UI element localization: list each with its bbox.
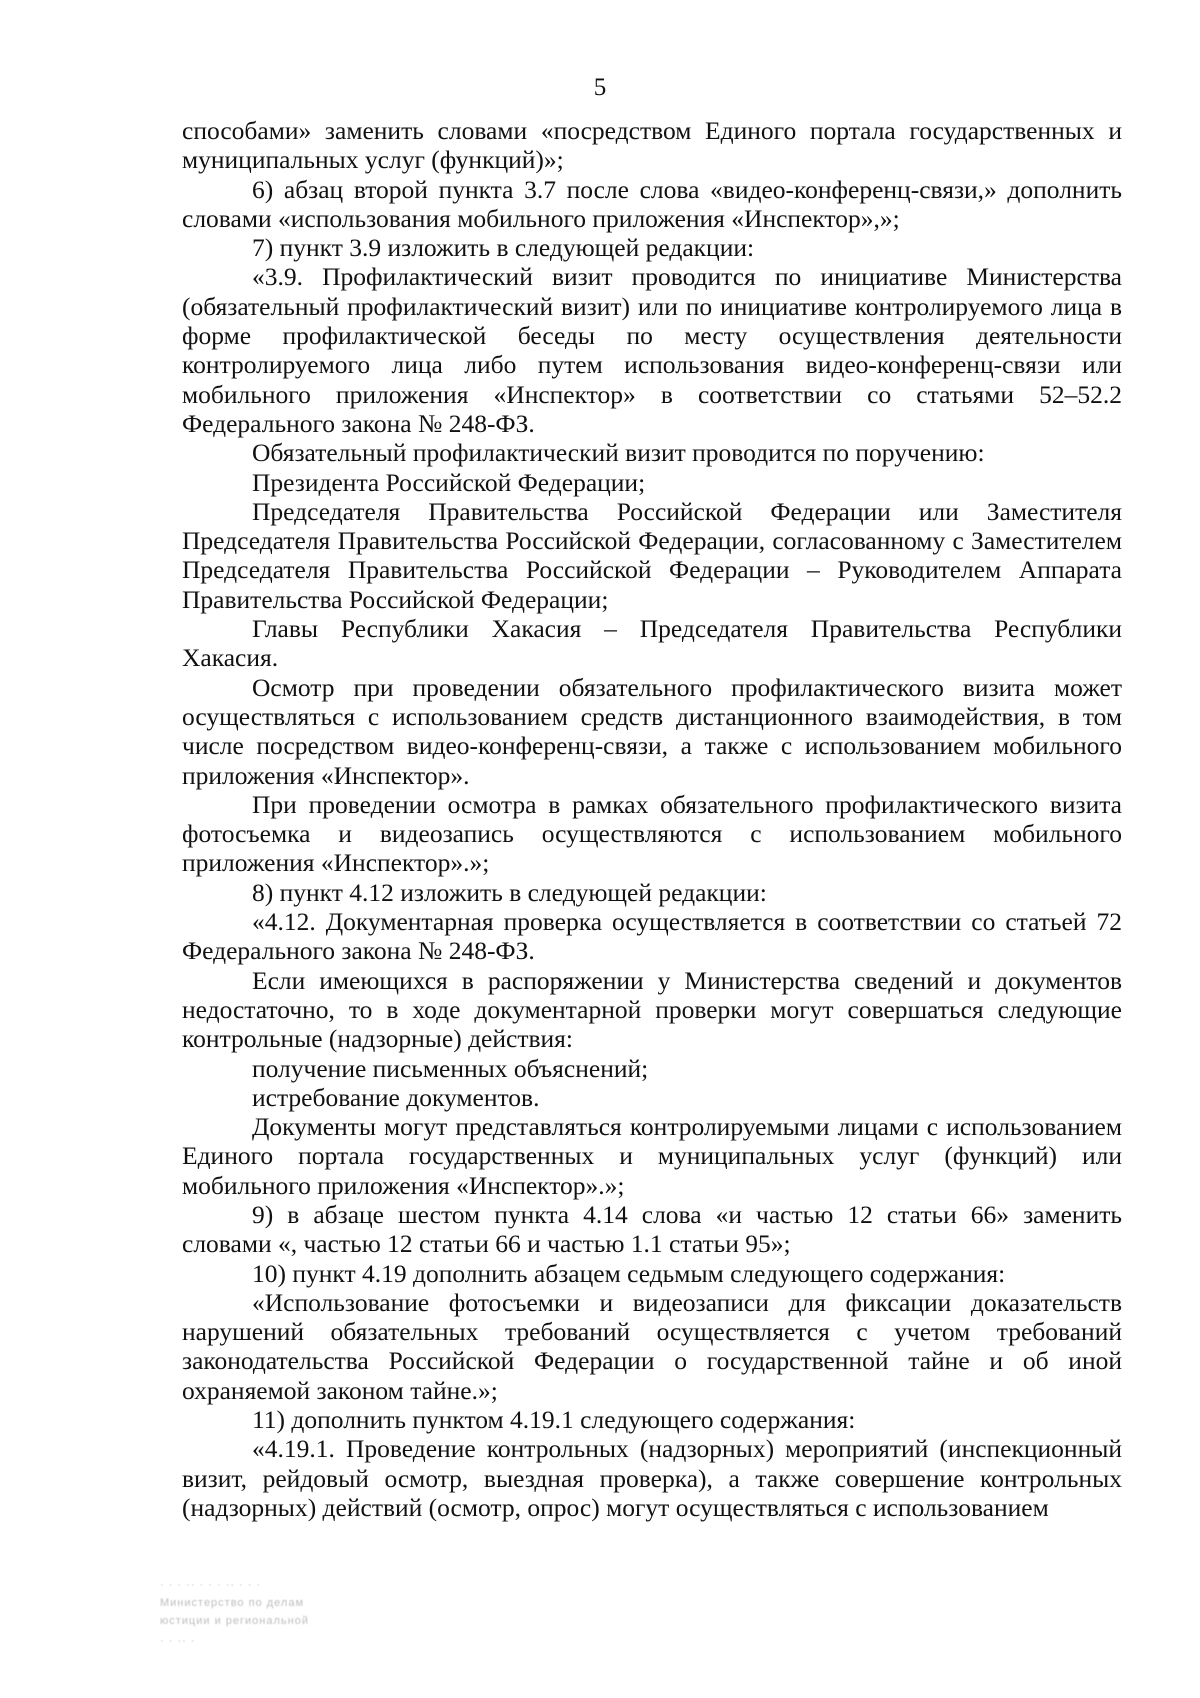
paragraph: «4.12. Документарная проверка осуществляется в соответствии со статьей 72 Федерального закона № 248-ФЗ.: [182, 907, 1122, 966]
stamp-line: юстиции и региональной: [160, 1615, 309, 1627]
stamp-line: · · · ·· · · · ·· · · ·: [160, 1579, 262, 1591]
paragraph: 11) дополнить пунктом 4.19.1 следующего содержания:: [252, 1405, 856, 1435]
document-body: [182, 116, 1122, 1522]
paragraph: Документы могут представляться контролируемыми лицами с использованием Единого портала государственных и муниципальных услуг (функций) или мобильного приложения «Инспектор».»;: [182, 1112, 1122, 1200]
faded-stamp: [160, 1575, 380, 1670]
paragraph: «4.19.1. Проведение контрольных (надзорных) мероприятий (инспекционный визит, рейдовый осмотр, выездная проверка), а также совершение контрольных (надзорных) действий (осмотр, опрос) могут осуществляться с использованием: [182, 1434, 1122, 1522]
paragraph: 7) пункт 3.9 изложить в следующей редакции:: [252, 233, 755, 263]
paragraph: 6) абзац второй пункта 3.7 после слова «видео-конференц-связи,» дополнить словами «использования мобильного приложения «Инспектор»,»;: [182, 174, 1122, 233]
paragraph: Осмотр при проведении обязательного профилактического визита может осуществляться с использованием средств дистанционного взаимодействия, в том числе посредством видео-конференц-связи, а также с использованием мобильного приложения «Инспектор».: [182, 672, 1122, 790]
paragraph: Председателя Правительства Российской Федерации или Заместителя Председателя Правительства Российской Федерации, согласованному с Заместителем Председателя Правительства Российской Федерации – Руководителем Аппарата Правительства Российской Федерации;: [182, 496, 1122, 614]
paragraph: способами» заменить словами «посредством Единого портала государственных и муниципальных услуг (функций)»;: [182, 116, 1122, 175]
paragraph: 9) в абзаце шестом пункта 4.14 слова «и частью 12 статьи 66» заменить словами «, частью 12 статьи 66 и частью 1.1 статьи 95»;: [182, 1199, 1122, 1259]
paragraph: «Использование фотосъемки и видеозаписи для фиксации доказательств нарушений обязательных требований осуществляется с учетом требований законодательства Российской Федерации о государственной тайне и об иной охраняемой законом тайне.»;: [182, 1287, 1122, 1405]
paragraph: Президента Российской Федерации;: [252, 467, 646, 497]
page-number: 5: [593, 74, 607, 101]
paragraph: При проведении осмотра в рамках обязательного профилактического визита фотосъемка и видеозапись осуществляются с использованием мобильного приложения «Инспектор».»;: [182, 789, 1122, 878]
paragraph: «3.9. Профилактический визит проводится по инициативе Министерства (обязательный профилактический визит) или по инициативе контролируемого лица в форме профилактической беседы по месту осуществления деятельности контролируемого лица либо путем использования видео-конференц-связи или мобильного приложения «Инспектор» в соответствии со статьями 52–52.2 Федерального закона № 248-ФЗ.: [182, 262, 1122, 438]
paragraph: Обязательный профилактический визит проводится по поручению:: [252, 438, 985, 468]
paragraph: Главы Республики Хакасия – Председателя Правительства Республики Хакасия.: [182, 614, 1122, 673]
stamp-line: Министерство по делам: [160, 1597, 305, 1609]
paragraph: 8) пункт 4.12 изложить в следующей редакции:: [252, 877, 767, 907]
paragraph: получение письменных объяснений;: [252, 1053, 649, 1083]
paragraph: 10) пункт 4.19 дополнить абзацем седьмым следующего содержания:: [252, 1258, 1006, 1288]
paragraph: истребование документов.: [252, 1082, 540, 1112]
stamp-line: · · ·· ·: [160, 1635, 196, 1647]
paragraph: Если имеющихся в распоряжении у Министерства сведений и документов недостаточно, то в ходе документарной проверки могут совершаться следующие контрольные (надзорные) действия:: [182, 965, 1122, 1054]
